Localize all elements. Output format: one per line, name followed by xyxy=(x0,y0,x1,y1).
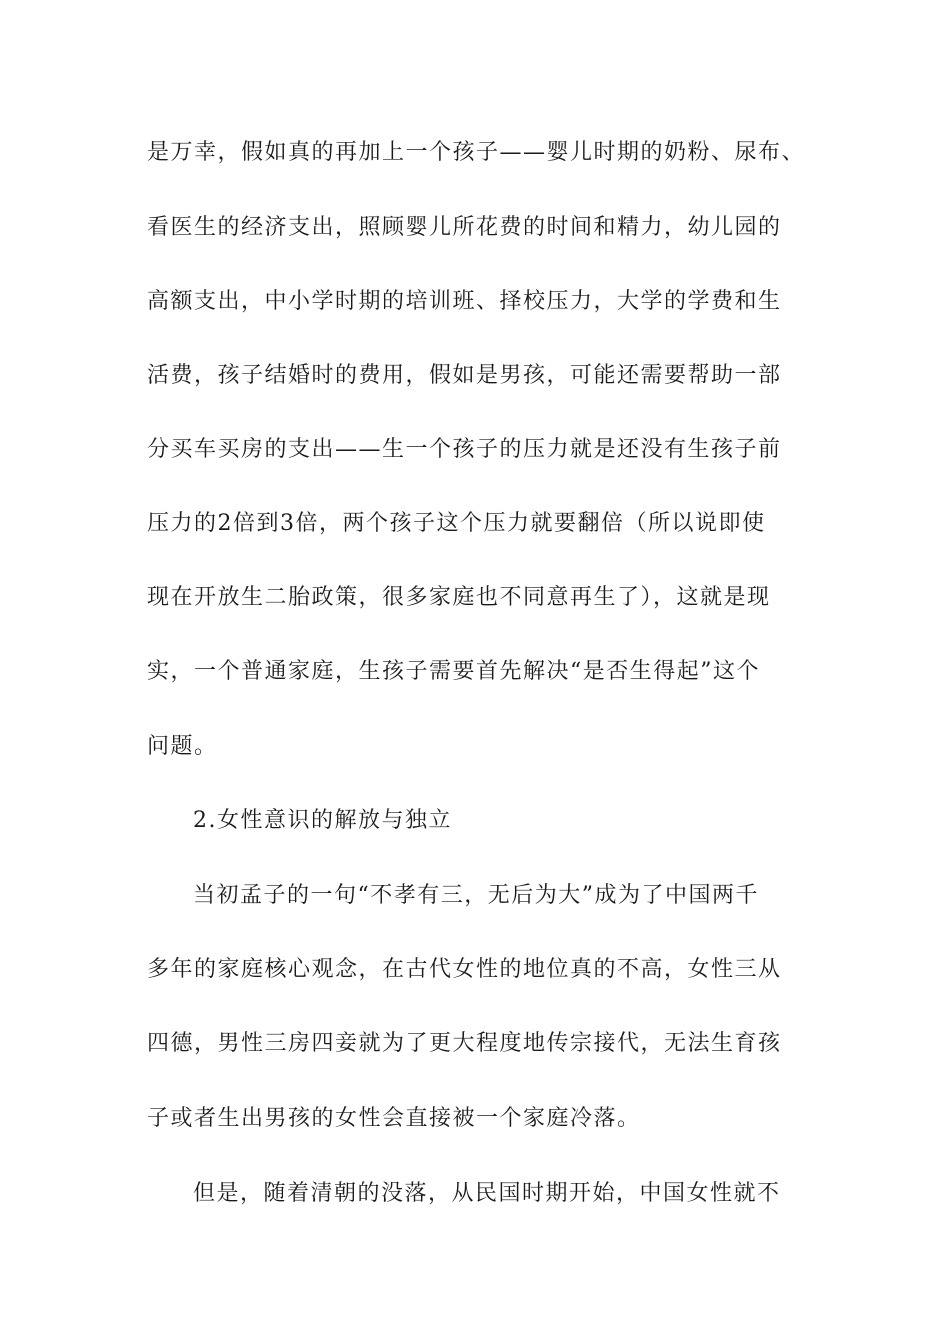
paragraph-line: 压力的2倍到3倍，两个孩子这个压力就要翻倍（所以说即使 xyxy=(147,511,766,536)
paragraph-line: 子或者生出男孩的女性会直接被一个家庭冷落。 xyxy=(147,1106,641,1131)
paragraph-line: 四德，男性三房四妾就为了更大程度地传宗接代，无法生育孩 xyxy=(147,1031,782,1056)
paragraph-line: 多年的家庭核心观念，在古代女性的地位真的不高，女性三从 xyxy=(147,957,782,982)
paragraph-line: 当初孟子的一句“不孝有三，无后为大”成为了中国两千 xyxy=(193,883,759,908)
paragraph-line: 问题。 xyxy=(147,734,218,759)
paragraph-line: 实，一个普通家庭，生孩子需要首先解决“是否生得起”这个 xyxy=(147,659,760,684)
paragraph-line: 但是，随着清朝的没落，从民国时期开始，中国女性就不 xyxy=(193,1181,781,1206)
section-heading: 2.女性意识的解放与独立 xyxy=(193,808,452,833)
paragraph-line: 分买车买房的支出——生一个孩子的压力就是还没有生孩子前 xyxy=(147,437,782,462)
paragraph-line: 高额支出，中小学时期的培训班、择校压力，大学的学费和生 xyxy=(147,289,782,314)
paragraph-line: 是万幸，假如真的再加上一个孩子——婴儿时期的奶粉、尿布、 xyxy=(147,140,806,165)
paragraph-line: 现在开放生二胎政策，很多家庭也不同意再生了），这就是现 xyxy=(147,585,771,610)
paragraph-line: 活费，孩子结婚时的费用，假如是男孩，可能还需要帮助一部 xyxy=(147,363,782,388)
paragraph-line: 看医生的经济支出，照顾婴儿所花费的时间和精力，幼儿园的 xyxy=(147,215,782,240)
